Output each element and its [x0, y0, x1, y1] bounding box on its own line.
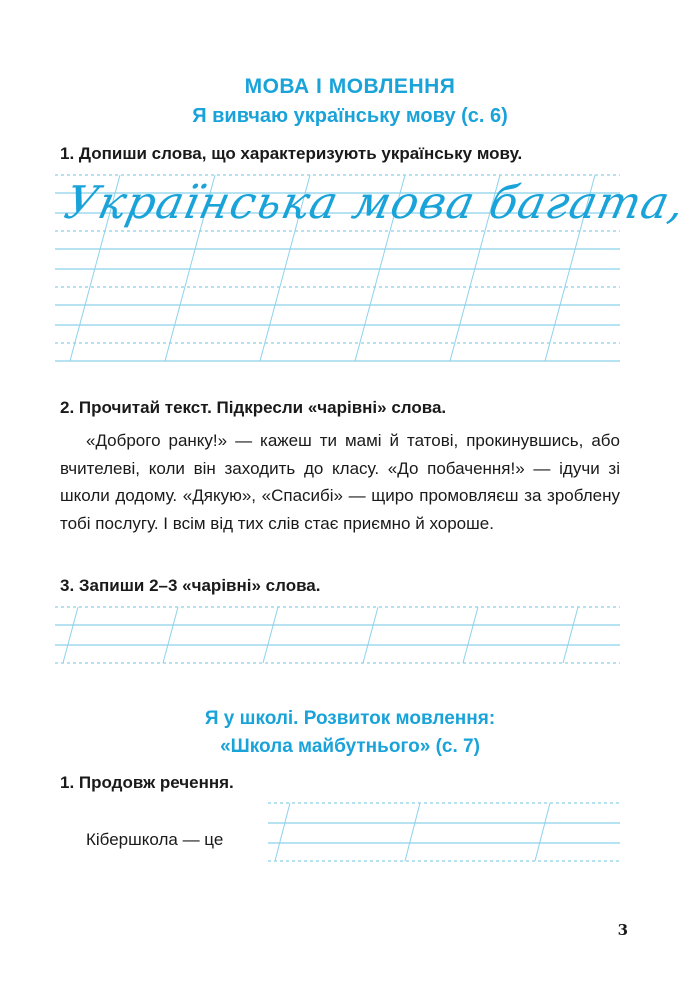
task-4-heading: 1. Продовж речення. [60, 773, 234, 792]
sentence-start: Кібершкола — це [86, 830, 224, 849]
section-title: МОВА І МОВЛЕННЯ [244, 75, 456, 98]
section-2-title-line-1: Я у школі. Розвиток мовлення: [204, 708, 496, 729]
task-2-heading: 2. Прочитай текст. Підкресли «чарівні» слова. [60, 398, 447, 417]
paragraph: «Доброго ранку!» — кажеш ти мамі й татові, прокинувшись, або вчителеві, коли він заходить до класу. «До побачення!» — ідучи зі школи додому. «Дякую», «Спасибі» — щиро промовляєш за зроблену тобі послугу. І всім від тих слів стає приємно й хороше. [60, 431, 620, 533]
reading-text [60, 427, 620, 537]
handwritten-answer: Українська мова багата, [60, 176, 691, 229]
section-2-title-line-2: «Школа майбутнього» (с. 7) [220, 736, 480, 757]
page-number: 3 [617, 921, 628, 939]
task-1-heading: 1. Допиши слова, що характеризують українську мову. [60, 144, 523, 163]
section-subtitle: Я вивчаю українську мову (с. 6) [192, 105, 508, 127]
task-3-heading: 3. Запиши 2–3 «чарівні» слова. [60, 576, 321, 595]
